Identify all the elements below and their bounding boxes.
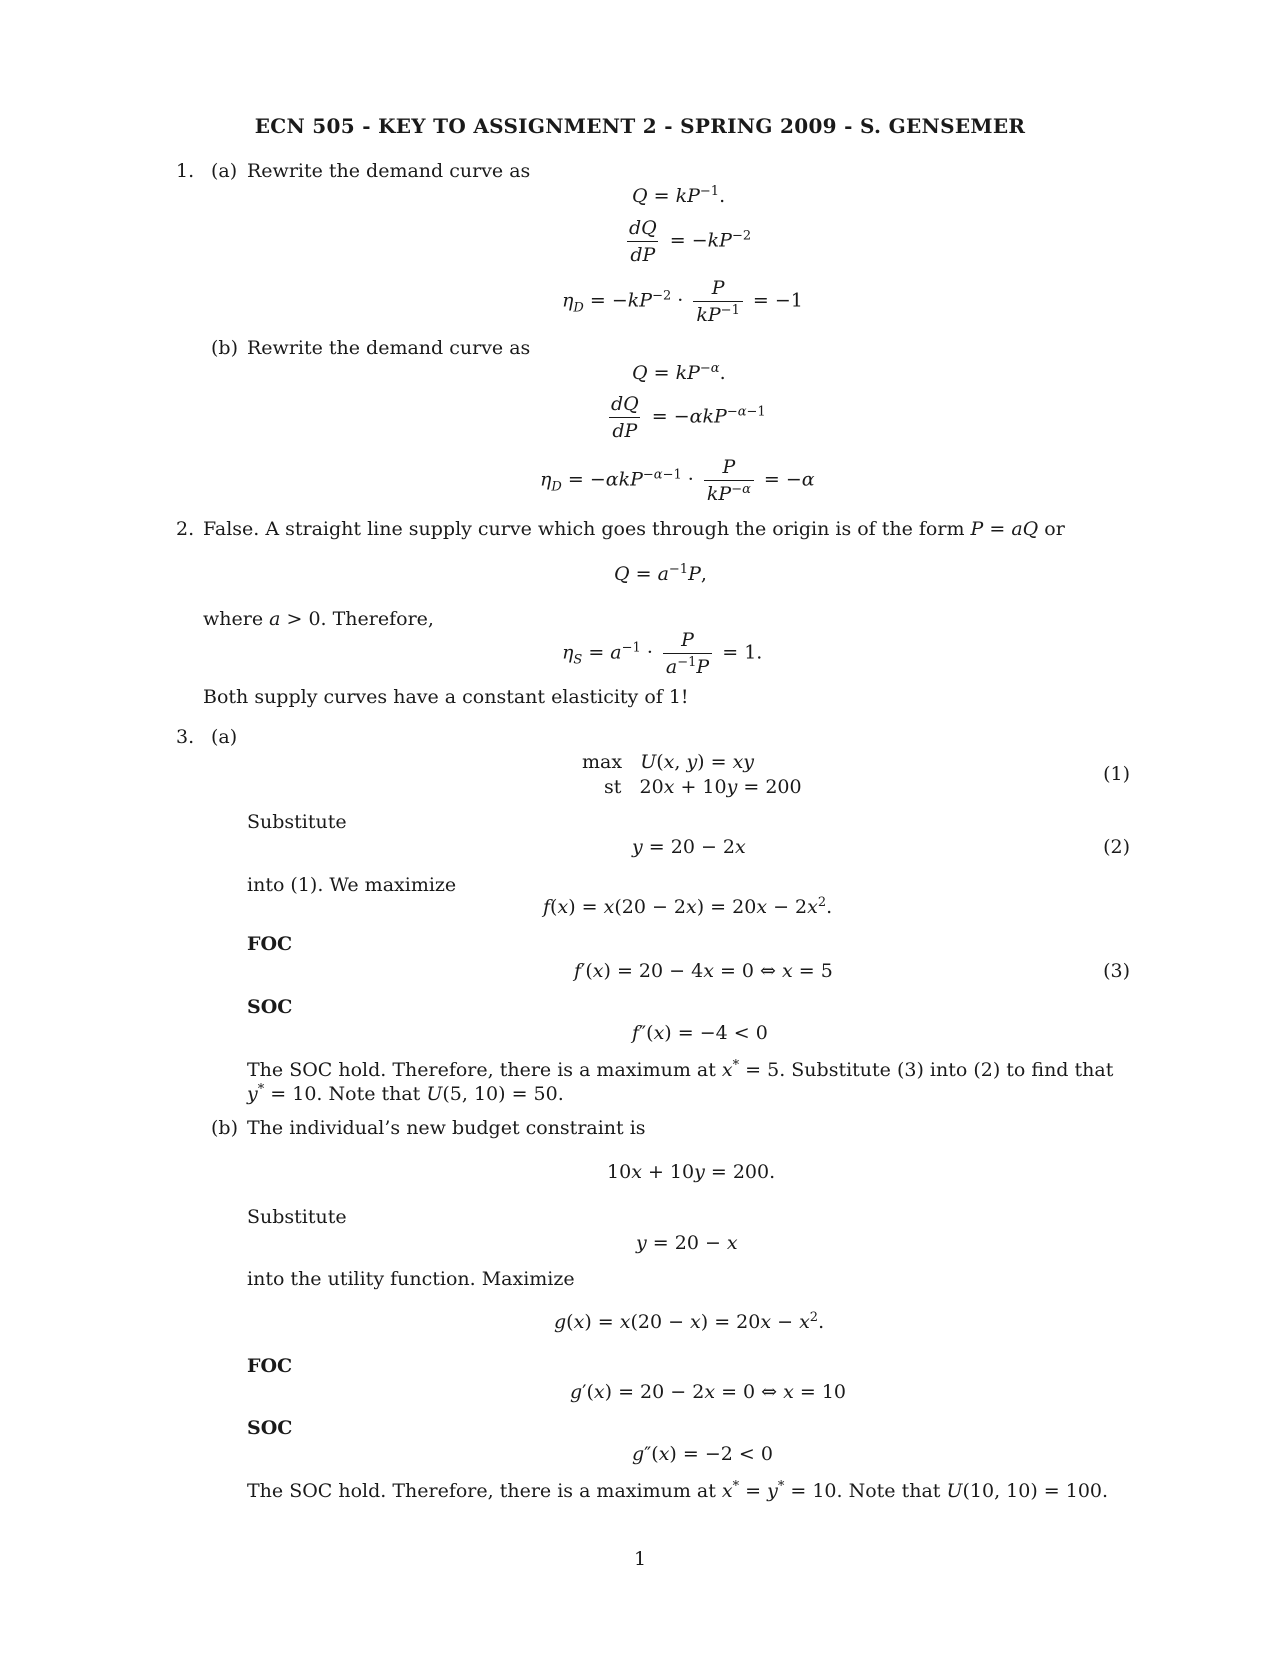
q3b-note-that: Note that (848, 1480, 941, 1502)
equation-number-2: (2) (1103, 836, 1130, 858)
equation-y-sub-a: y = 20 − 2x (632, 836, 746, 858)
q3b-soc-conclusion: The SOC hold. Therefore, there is a maximum at x* = y* = 10. Note that U(10, 10) = 100. (247, 1479, 1109, 1502)
q3b-soc-label: SOC (247, 1417, 293, 1439)
q3a-foc-label: FOC (247, 933, 293, 955)
equation-elasticity-b: $\eta_D = -\alpha kP^{-\alpha-1}$ · $\frac{P}{kP^{-\alpha}}$ = −α (540, 456, 815, 505)
equation-supply: $Q = a^{-1}P$, (614, 562, 707, 585)
page-number: 1 (633, 1548, 647, 1570)
q3a-substitute-find: Substitute (3) into (2) to find that (791, 1059, 1114, 1081)
equation-supply-elasticity: $\eta_S = a^{-1}$ · $\frac{P}{a^{-1}P}$ = 1. (562, 629, 763, 678)
q2-number: 2. (176, 518, 195, 540)
q3a-into: into (1). We maximize (247, 874, 457, 896)
q2-where: where (203, 608, 264, 630)
equation-f: $f(x) = x(20 - 2x) = 20x - 2x^2$. (543, 895, 833, 918)
q2-text-line: False. A straight line supply curve which goes through the origin is of the form P = aQ or (203, 518, 1065, 540)
equation-demand-a: $Q = kP^{-1}$. (632, 184, 726, 207)
q3b-text: The individual’s new budget constraint is (247, 1117, 646, 1139)
q3a-soc-hold: The SOC hold. Therefore, there is a maximum at (247, 1059, 716, 1081)
q3a-soc-label: SOC (247, 996, 293, 1018)
q2-conclusion: Both supply curves have a constant elasticity of 1! (203, 686, 689, 708)
equation-soc-a: f″(x) = −4 < 0 (632, 1022, 768, 1044)
q3a-note-that: Note that (328, 1083, 421, 1105)
q1-number: 1. (176, 160, 195, 182)
q1b-label: (b) (211, 337, 238, 359)
equation-g: $g(x) = x(20 - x) = 20x - x^2$. (554, 1310, 825, 1333)
q3a-substitute: Substitute (247, 811, 347, 833)
equation-foc-b: g′(x) = 20 − 2x = 0 ⇔ x = 10 (570, 1381, 847, 1403)
q3b-into: into the utility function. Maximize (247, 1268, 575, 1290)
equation-number-1: (1) (1103, 763, 1130, 785)
q2-therefore: Therefore, (332, 608, 434, 630)
q3b-foc-label: FOC (247, 1355, 293, 1377)
q2-where-line: where a > 0. Therefore, (203, 608, 434, 630)
q1a-text: Rewrite the demand curve as (247, 160, 531, 182)
q3a-label: (a) (211, 726, 238, 748)
q3-number: 3. (176, 726, 195, 748)
equation-derivative-a: $\frac{dQ}{dP}$ = $-kP^{-2}$ (629, 217, 752, 266)
equation-demand-b: $Q = kP^{-\alpha}$. (632, 361, 726, 384)
q3b-label: (b) (211, 1117, 238, 1139)
q2-text: False. A straight line supply curve which goes through the origin is of the form (203, 518, 965, 540)
equation-derivative-b: $\frac{dQ}{dP}$ = −αkP$^{-\alpha-1}$ (611, 393, 766, 442)
equation-budget-b: 10x + 10y = 200. (607, 1161, 776, 1183)
q1a-label: (a) (211, 160, 238, 182)
document-title: ECN 505 - KEY TO ASSIGNMENT 2 - SPRING 2009 - S. GENSEMER (254, 114, 1026, 138)
q3b-substitute: Substitute (247, 1206, 347, 1228)
optimization-max: max U(x, y) = xy (582, 751, 755, 773)
q3a-soc-conclusion-line2: y* = 10. Note that U(5, 10) = 50. (247, 1082, 564, 1105)
q1b-text: Rewrite the demand curve as (247, 337, 531, 359)
equation-foc-a: f′(x) = 20 − 4x = 0 ⇔ x = 5 (574, 960, 833, 982)
equation-y-sub-b: y = 20 − x (636, 1232, 738, 1254)
q3b-soc-hold: The SOC hold. Therefore, there is a maximum at (247, 1480, 716, 1502)
equation-elasticity-a: $\eta_D = -kP^{-2}$ · $\frac{P}{kP^{-1}}$ = −1 (562, 277, 803, 326)
q3a-soc-conclusion-line1: The SOC hold. Therefore, there is a maximum at x* = 5. Substitute (3) into (2) to find that (247, 1058, 1114, 1081)
equation-number-3: (3) (1103, 960, 1130, 982)
optimization-st: st 20x + 10y = 200 (604, 776, 802, 798)
q2-or: or (1044, 518, 1065, 540)
equation-soc-b: g″(x) = −2 < 0 (632, 1443, 773, 1465)
